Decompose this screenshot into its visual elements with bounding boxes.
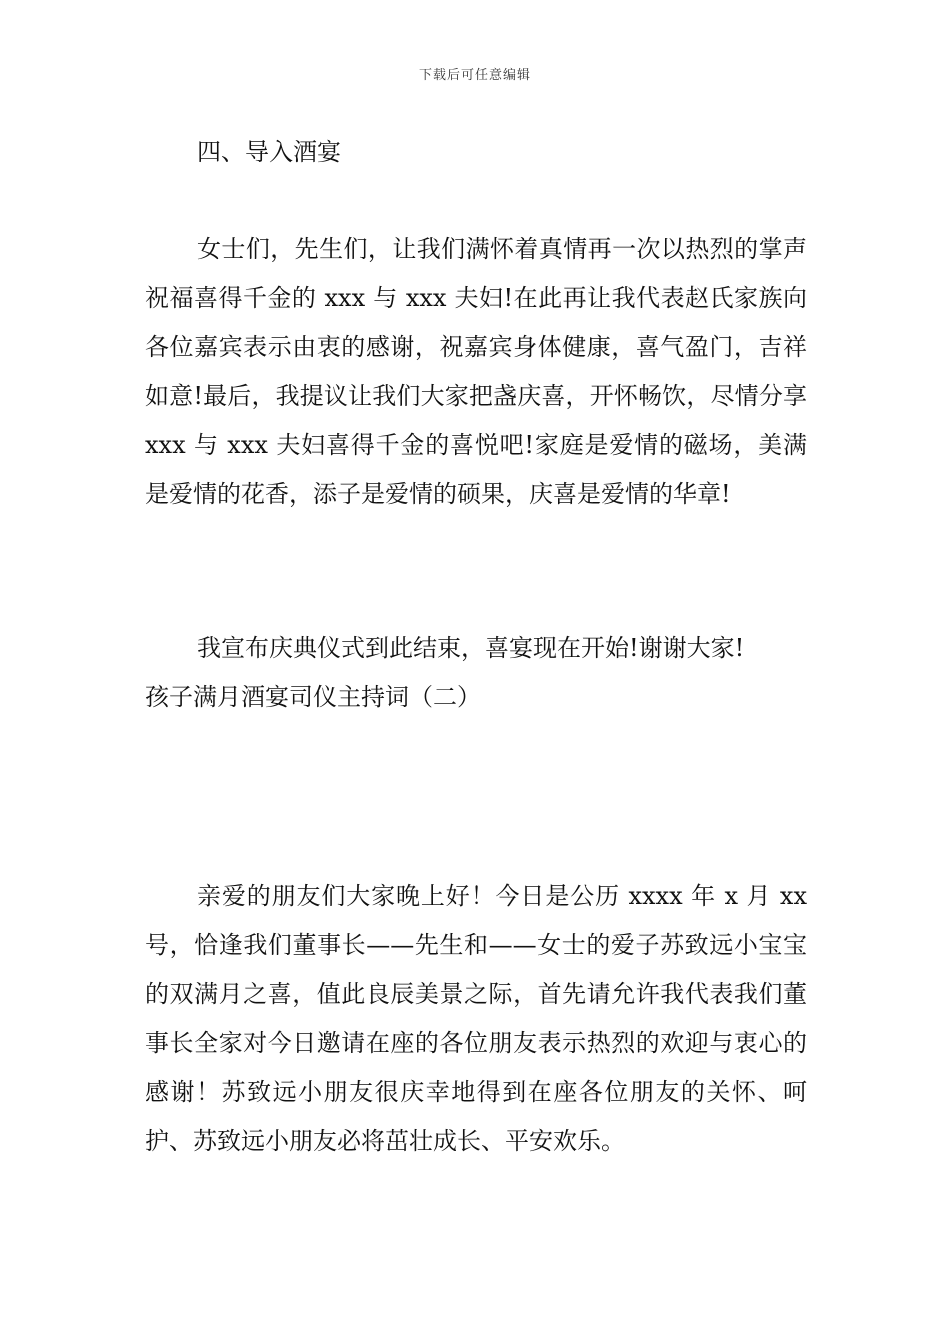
paragraph-opening-welcome: 亲爱的朋友们大家晚上好！今日是公历 xxxx 年 x 月 xx 号，恰逢我们董事长——先生和——女士的爱子苏致远小宝宝的双满月之喜，值此良辰美景之际，首先请允许我代表我们董事长全家对今日邀请在座的各位朋友表示热烈的欢迎与衷心的感谢！苏致远小朋友很庆幸地得到在座各位朋友的关怀、呵护、苏致远小朋友必将茁壮成长、平安欢乐。 (145, 882, 807, 1155)
section-heading: 四、导入酒宴 (197, 138, 341, 166)
document-title-two: 孩子满月酒宴司仪主持词（二） (145, 683, 481, 711)
paragraph-ceremony-end: 我宣布庆典仪式到此结束，喜宴现在开始!谢谢大家! (197, 634, 745, 662)
paragraph-closing-toast: 女士们，先生们，让我们满怀着真情再一次以热烈的掌声祝福喜得千金的 xxx 与 xxx 夫妇!在此再让我代表赵氏家族向各位嘉宾表示由衷的感谢，祝嘉宾身体健康，喜气盈门，吉祥如意!最后，我提议让我们大家把盏庆喜，开怀畅饮，尽情分享 xxx 与 xxx 夫妇喜得千金的喜悦吧!家庭是爱情的磁场，美满是爱情的花香，添子是爱情的硕果，庆喜是爱情的华章! (145, 235, 807, 508)
header-note: 下载后可任意编辑 (418, 68, 531, 83)
